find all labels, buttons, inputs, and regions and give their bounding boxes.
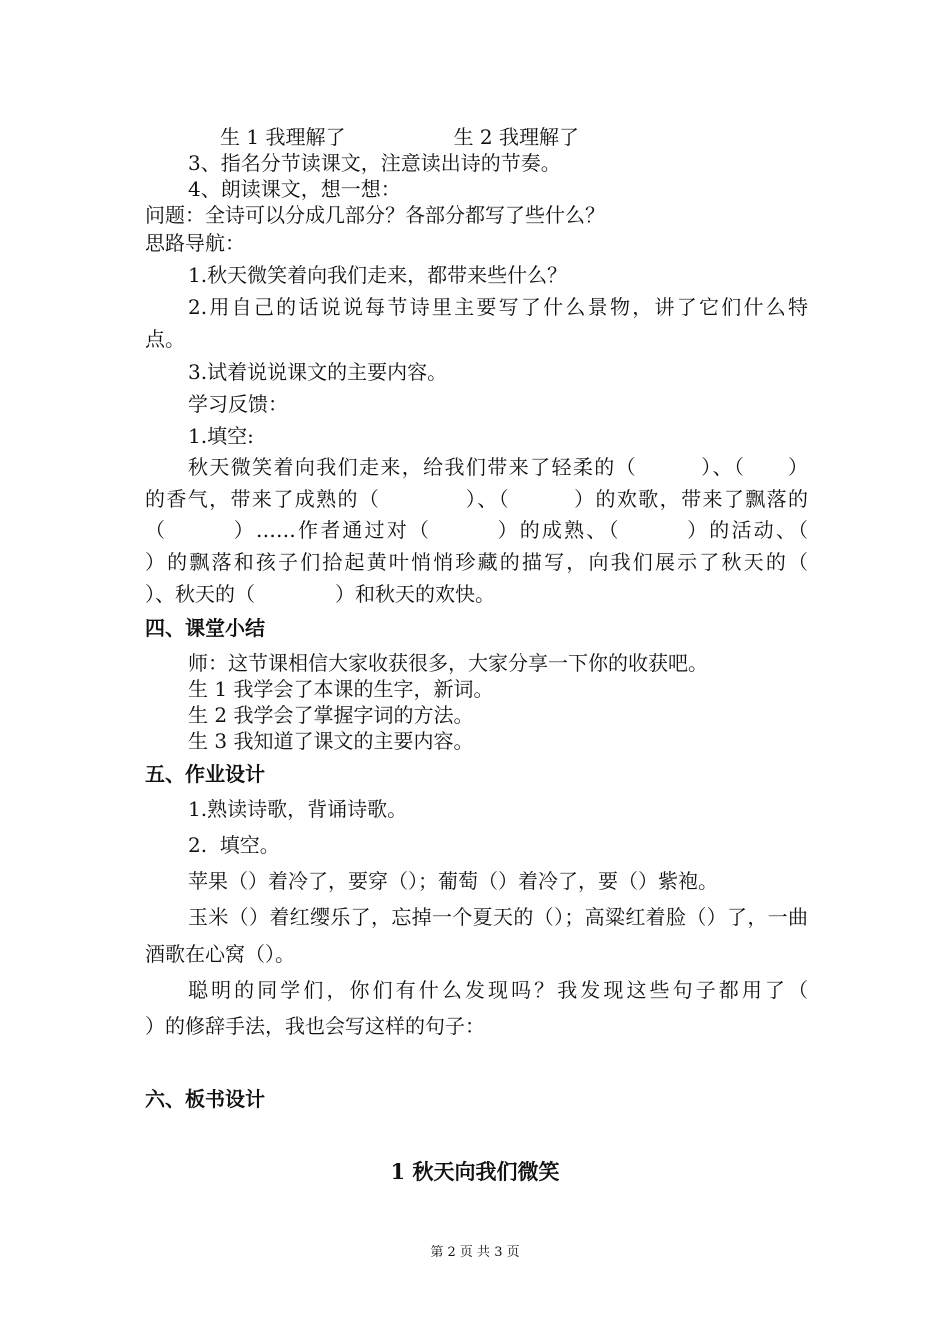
- text-line: ）的飘落和孩子们拾起黄叶悄悄珍藏的描写，向我们展示了秋天的（: [145, 550, 808, 574]
- board-title: 1 秋天向我们微笑: [390, 1159, 560, 1184]
- text-line: 酒歌在心窝（）。: [145, 942, 295, 966]
- text-line: 点。: [145, 327, 185, 351]
- text-line: ）的修辞手法，我也会写这样的句子：: [145, 1014, 485, 1038]
- text-line: 秋天微笑着向我们走来，给我们带来了轻柔的（ ）、（ ）: [188, 455, 808, 479]
- text-line: 生 2 我学会了掌握字词的方法。: [188, 703, 474, 727]
- page-footer: 第 2 页 共 3 页: [430, 1245, 520, 1260]
- text-line: （ ）……作者通过对（ ）的成熟、（ ）的活动、（: [145, 518, 808, 542]
- text-line: 问题：全诗可以分成几部分？各部分都写了些什么？: [145, 203, 605, 227]
- text-line: 1.熟读诗歌，背诵诗歌。: [188, 797, 408, 821]
- section-heading: 五、作业设计: [145, 762, 265, 786]
- text-line: 学习反馈：: [188, 392, 288, 416]
- text-line: 生 1 我理解了 生 2 我理解了: [220, 125, 579, 149]
- text-line: ）、秋天的（ ）和秋天的欢快。: [145, 582, 495, 606]
- text-line: 苹果（）着冷了，要穿（）；葡萄（）着冷了，要（）紫袍。: [188, 869, 718, 893]
- text-line: 生 3 我知道了课文的主要内容。: [188, 729, 474, 753]
- text-line: 玉米（）着红缨乐了，忘掉一个夏天的（）；高粱红着脸（）了，一曲: [188, 905, 808, 929]
- text-line: 聪明的同学们，你们有什么发现吗？我发现这些句子都用了（: [188, 978, 808, 1002]
- text-line: 2.用自己的话说说每节诗里主要写了什么景物，讲了它们什么特: [188, 295, 808, 319]
- text-line: 1.填空:: [188, 424, 254, 448]
- text-line: 2. 填空。: [188, 833, 280, 857]
- text-line: 3.试着说说课文的主要内容。: [188, 360, 448, 384]
- text-line: 生 1 我学会了本课的生字，新词。: [188, 677, 494, 701]
- text-line: 1.秋天微笑着向我们走来，都带来些什么？: [188, 263, 568, 287]
- text-line: 的香气，带来了成熟的（ ）、（ ）的欢歌，带来了飘落的: [145, 487, 808, 511]
- text-line: 4、朗读课文，想一想：: [188, 177, 401, 201]
- text-line: 思路导航：: [145, 231, 245, 255]
- section-heading: 六、板书设计: [145, 1087, 265, 1111]
- text-line: 3、指名分节读课文，注意读出诗的节奏。: [188, 151, 561, 175]
- text-line: 师：这节课相信大家收获很多，大家分享一下你的收获吧。: [188, 651, 708, 675]
- section-heading: 四、课堂小结: [145, 616, 265, 640]
